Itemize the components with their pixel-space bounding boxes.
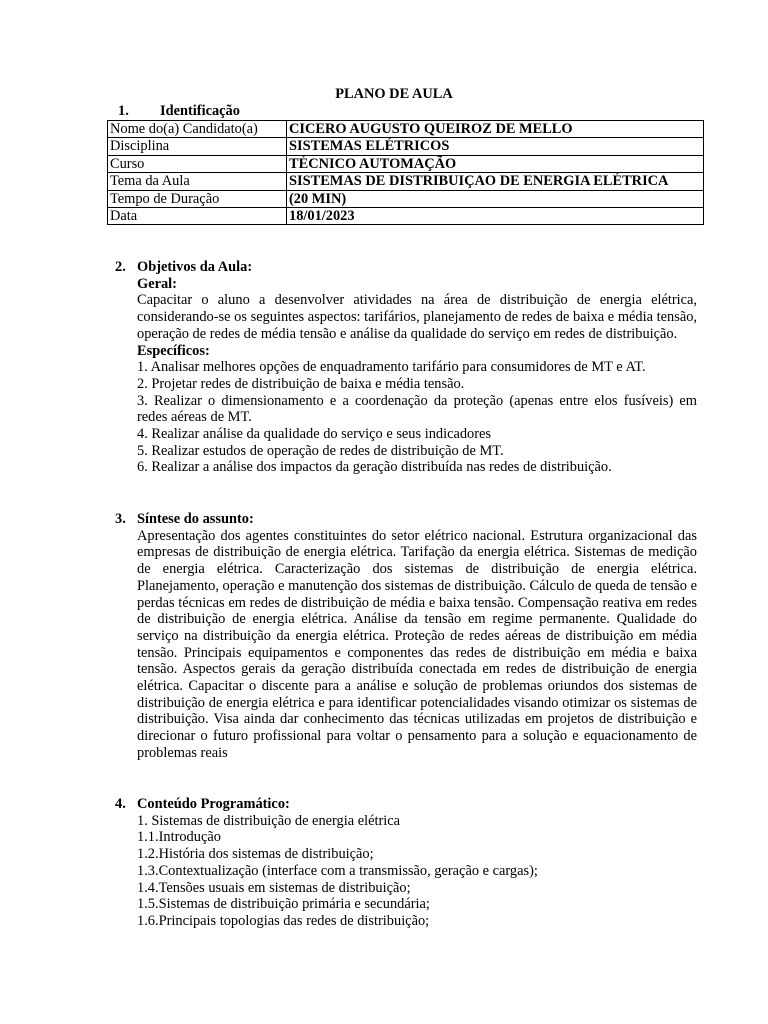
document-title: PLANO DE AULA (335, 86, 453, 102)
table-row (108, 155, 704, 172)
list-item: 1.4.Tensões usuais em sistemas de distribuição; (137, 879, 411, 896)
table-row (108, 190, 704, 207)
section-1-number: 1. (118, 103, 129, 119)
section-3-title: Síntese do assunto: (137, 511, 254, 527)
table-label: Curso (108, 155, 287, 172)
section-1-heading (118, 103, 240, 120)
table-value: SISTEMAS ELÉTRICOS (287, 138, 704, 155)
table-row (108, 173, 704, 190)
list-item: 1.5.Sistemas de distribuição primária e secundária; (137, 896, 430, 913)
section-3-number: 3. (115, 511, 126, 527)
identification-table (107, 120, 704, 225)
list-item: 6. Realizar a análise dos impactos da geração distribuída nas redes de distribuição. (137, 459, 612, 476)
table-value: TÉCNICO AUTOMAÇÃO (287, 155, 704, 172)
table-label: Tempo de Duração (108, 190, 287, 207)
table-value: CICERO AUGUSTO QUEIROZ DE MELLO (287, 121, 704, 138)
section-2-title: Objetivos da Aula: (137, 259, 253, 275)
list-item: 1.6.Principais topologias das redes de distribuição; (137, 912, 430, 929)
table-label: Nome do(a) Candidato(a) (108, 121, 287, 138)
section-objectives (115, 259, 697, 476)
table-row (108, 121, 704, 138)
table-row (108, 208, 704, 225)
table-label: Tema da Aula (108, 173, 287, 190)
section-content (115, 796, 697, 930)
section-4-number: 4. (115, 796, 126, 812)
list-item: 1.1.Introdução (137, 829, 221, 846)
list-item: 5. Realizar estudos de operação de redes de distribuição de MT. (137, 442, 504, 459)
table-label: Data (108, 208, 287, 225)
table-value: (20 MIN) (287, 190, 704, 207)
list-item: 1.3.Contextualização (interface com a transmissão, geração e cargas); (137, 862, 538, 879)
synthesis-text: Apresentação dos agentes constituintes do setor elétrico nacional. Estrutura organizacional das empresas de distribuição de energia elétrica. Tarifação da energia elétrica. Sistemas de medição de energia elétrica. Caracterização dos sistemas de distribuição de energia elétrica. Planejamento, operação e manutenção dos sistemas de distribuição. Cálculo de queda de tensão e perdas técnicas em redes de distribuição de média e baixa tensão. Compensação reativa em redes de distribuição de energia elétrica. Análise da tensão em regime permanente. Qualidade do serviço na distribuição da energia elétrica. Proteção de redes aéreas de distribuição em média tensão. Principais equipamentos e componentes das redes de distribuição em média e baixa tensão. Aspectos gerais da geração distribuída conectada em redes de distribuição de energia elétrica. Capacitar o discente para a análise e solução de problemas oriundos dos sistemas de distribuição de energia elétrica e para identificar potencialidades visando otimizar os sistemas de distribuição. Visa ainda dar conhecimento das técnicas utilizadas em projetos de distribuição e direcionar o futuro profissional para voltar o pensamento para a solução e equacionamento de problemas reais (137, 527, 697, 761)
list-item: 3. Realizar o dimensionamento e a coordenação da proteção (apenas entre elos fusíveis) em redes aéreas de MT. (137, 392, 697, 426)
section-synthesis (115, 511, 697, 762)
list-item: 1. Sistemas de distribuição de energia elétrica (137, 812, 401, 829)
general-text: Capacitar o aluno a desenvolver atividades na área de distribuição de energia elétrica, considerando-se os seguintes aspectos: tarifários, planejamento de redes de baixa e média tensão, operação de redes de média tensão e análise da qualidade do serviço em redes de distribuição. (137, 292, 697, 342)
list-item: 4. Realizar análise da qualidade do serviço e seus indicadores (137, 426, 492, 443)
table-label: Disciplina (108, 138, 287, 155)
list-item: 1. Analisar melhores opções de enquadramento tarifário para consumidores de MT e AT. (137, 359, 646, 376)
table-value: 18/01/2023 (287, 208, 704, 225)
general-label: Geral: (137, 275, 177, 292)
section-2-number: 2. (115, 259, 126, 275)
list-item: 2. Projetar redes de distribuição de baixa e média tensão. (137, 375, 465, 392)
table-value: SISTEMAS DE DISTRIBUIÇAO DE ENERGIA ELÉTRICA (287, 173, 704, 190)
specific-label: Específicos: (137, 342, 210, 359)
table-row (108, 138, 704, 155)
section-4-title: Conteúdo Programático: (137, 796, 290, 812)
section-1-title: Identificação (160, 103, 240, 119)
list-item: 1.2.História dos sistemas de distribuição; (137, 846, 374, 863)
